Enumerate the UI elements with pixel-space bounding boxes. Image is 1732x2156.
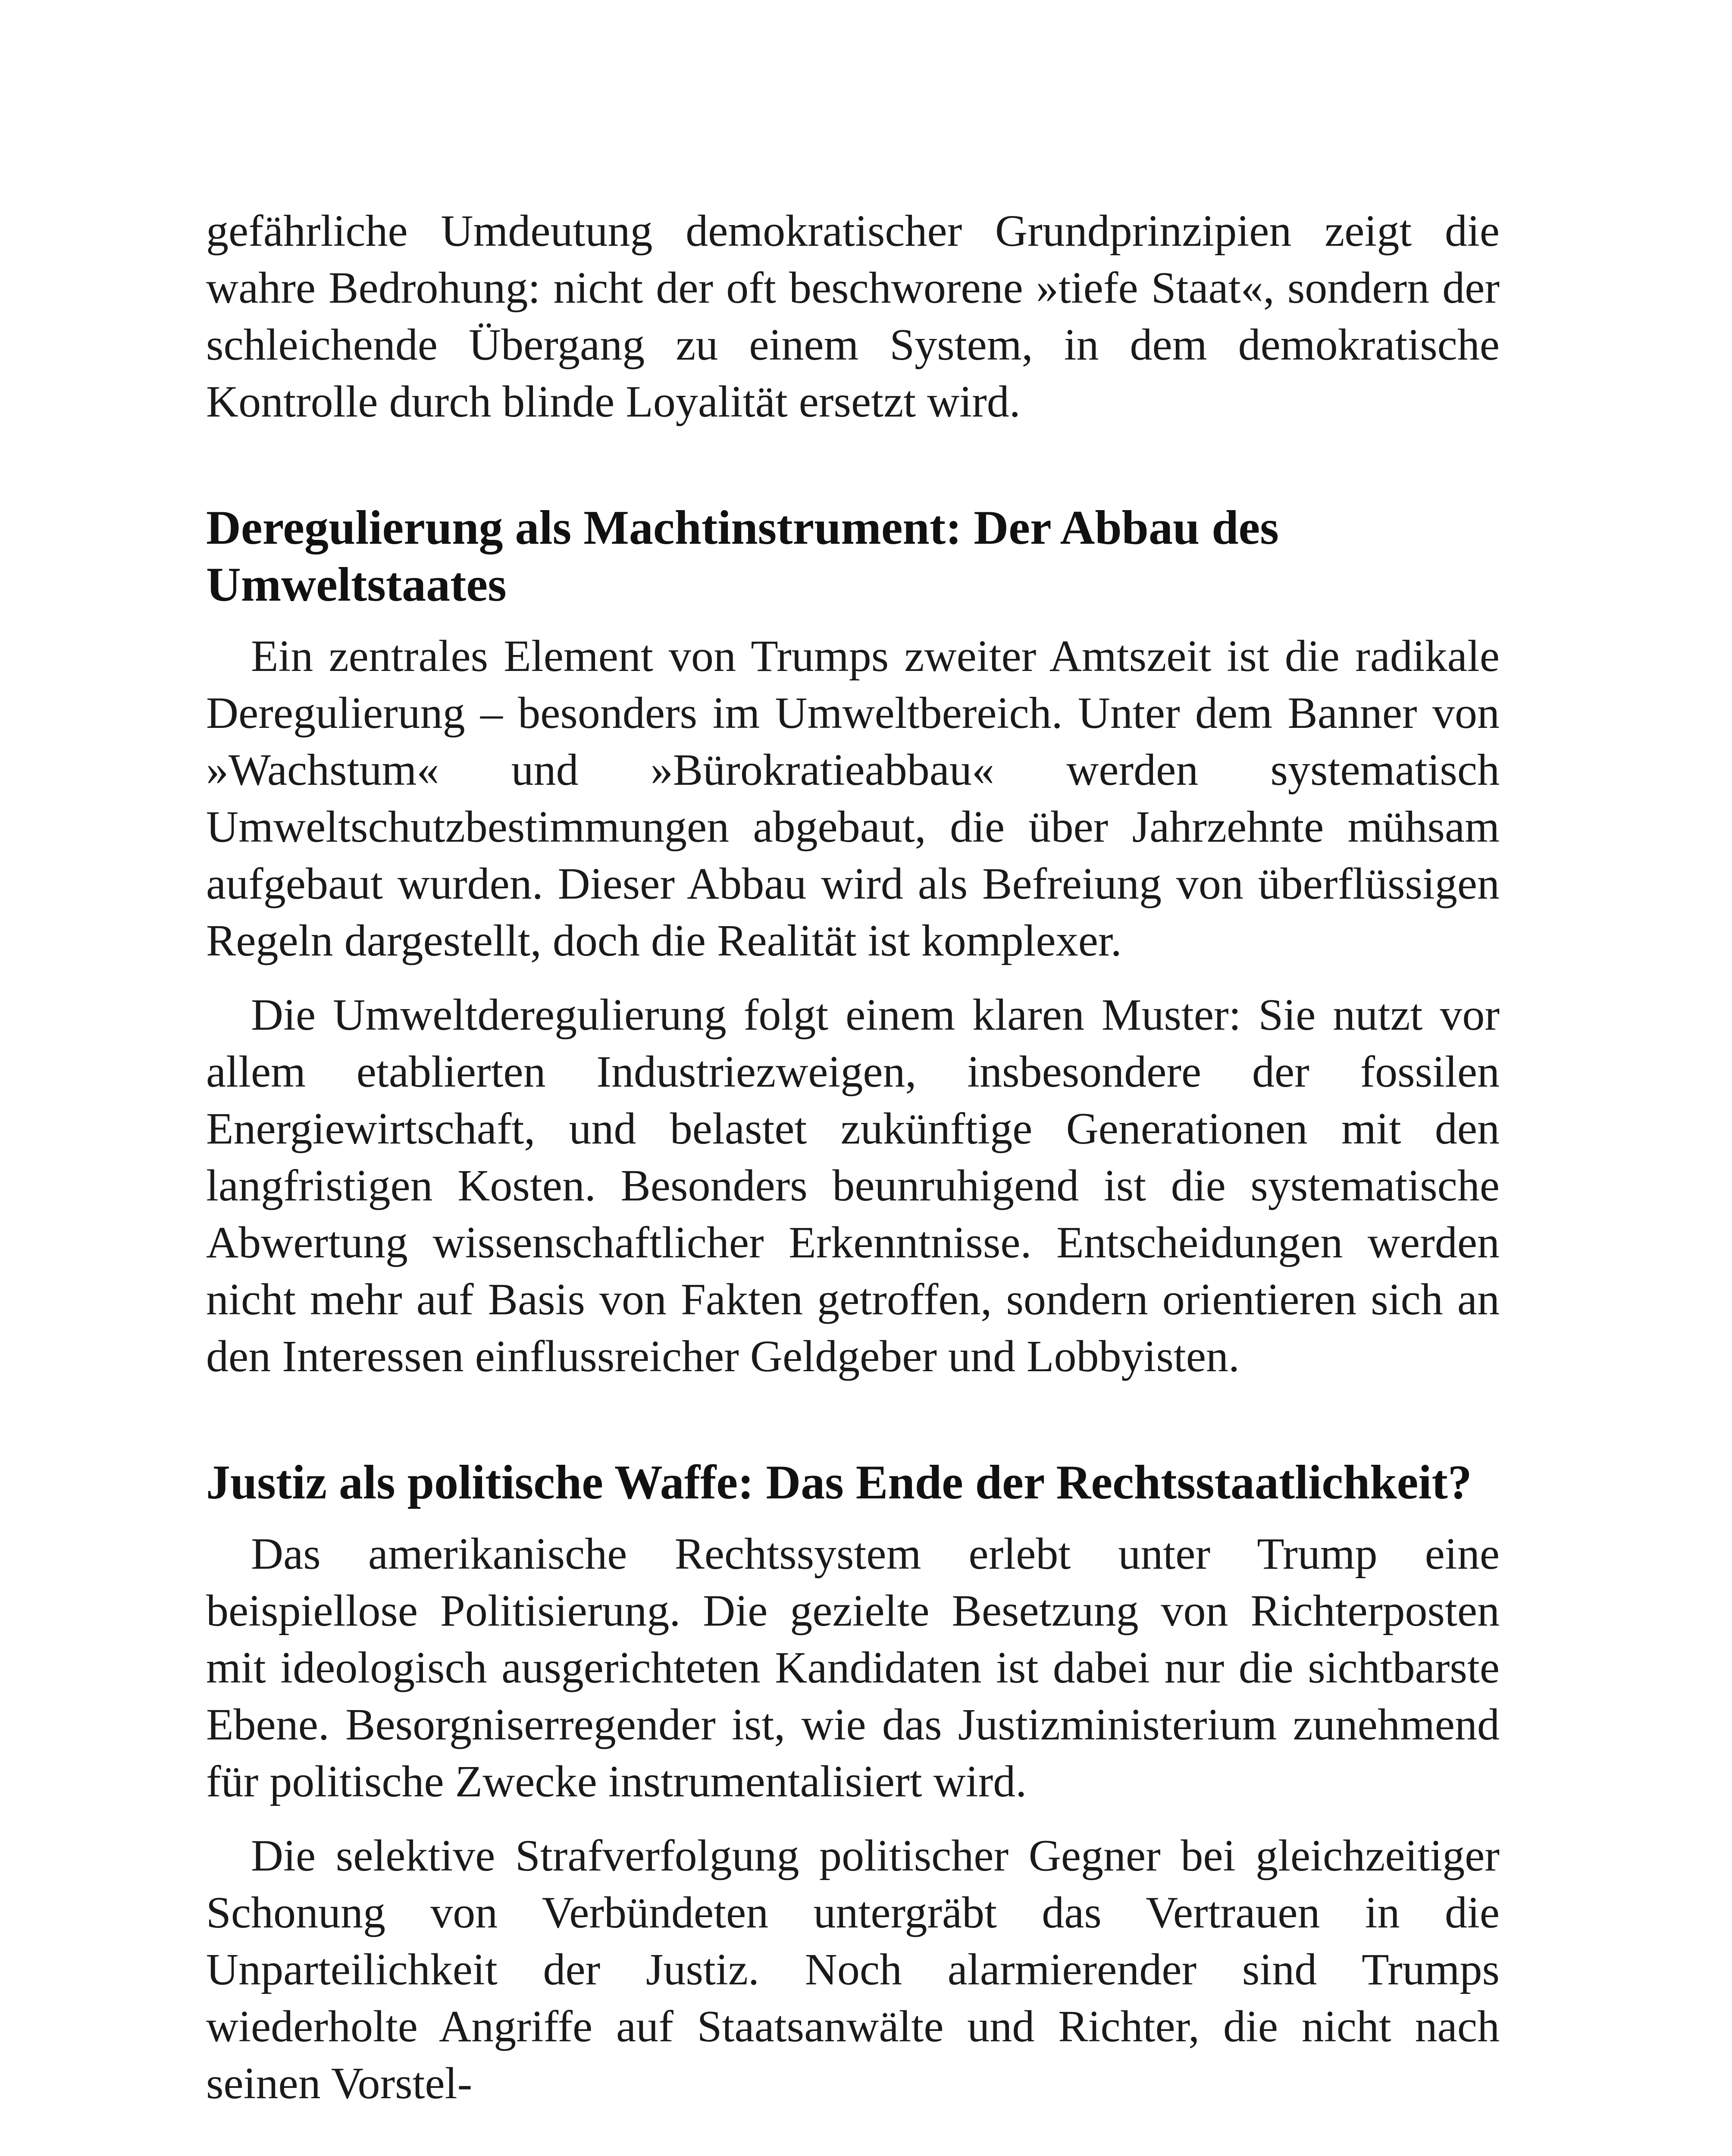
paragraph-justiz-1: Das amerikanische Rechtssystem erlebt unter Trump eine beispiellose Politisierung. Die gezielte Besetzung von Richterposten mit ideologisch ausgerichteten Kandidaten ist dabei nur die sichtbarste Ebene. Besorgniserregender ist, wie das Justizministerium zunehmend für politische Zwecke instrumentalisiert wird. xyxy=(206,1529,1500,1806)
paragraph-deregulierung-1: Ein zentrales Element von Trumps zweiter Amtszeit ist die radikale Deregulierung – besonders im Umweltbereich. Unter dem Banner von »Wachstum« und »Bürokratieabbau« werden systematisch Umweltschutzbestimmungen abgebaut, die über Jahrzehnte mühsam aufgebaut wurden. Dieser Abbau wird als Befreiung von überflüssigen Regeln dargestellt, doch die Realität ist komplexer. xyxy=(206,631,1500,965)
section-heading-deregulierung: Deregulierung als Machtinstrument: Der Abbau des Umweltstaates xyxy=(206,501,1279,611)
page-text-block xyxy=(206,203,1500,2112)
section-heading-justiz: Justiz als politische Waffe: Das Ende der Rechtsstaatlichkeit? xyxy=(206,1456,1472,1509)
paragraph-deregulierung-2: Die Umweltderegulierung folgt einem klaren Muster: Sie nutzt vor allem etablierten Industriezweigen, insbesondere der fossilen Energiewirtschaft, und belastet zukünftige Generationen mit den langfristigen Kosten. Besonders beunruhigend ist die systematische Abwertung wissenschaftlicher Erkenntnisse. Entscheidungen werden nicht mehr auf Basis von Fakten getroffen, sondern orientieren sich an den Interessen einflussreicher Geldgeber und Lobbyisten. xyxy=(206,990,1500,1381)
intro-paragraph: gefährliche Umdeutung demokratischer Grundprinzipien zeigt die wahre Bedrohung: nicht der oft beschworene »tiefe Staat«, sondern der schleichende Übergang zu einem System, in dem demokratische Kontrolle durch blinde Loyalität ersetzt wird. xyxy=(206,206,1500,426)
paragraph-justiz-2: Die selektive Strafverfolgung politischer Gegner bei gleichzeitiger Schonung von Verbündeten untergräbt das Vertrauen in die Unparteilichkeit der Justiz. Noch alarmierender sind Trumps wiederholte Angriffe auf Staatsanwälte und Richter, die nicht nach seinen Vorstel- xyxy=(206,1831,1500,2108)
